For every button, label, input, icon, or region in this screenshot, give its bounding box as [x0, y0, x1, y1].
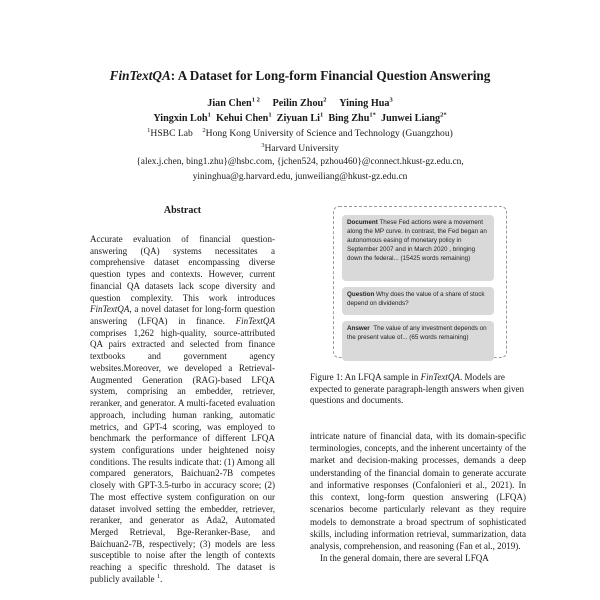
question-text: Why does the value of a share of stock depend on dividends?: [347, 291, 485, 307]
author-name: Jian Chen: [207, 98, 252, 109]
abstract-text: .: [160, 573, 163, 584]
author-affil-mark: 3: [389, 96, 393, 104]
affiliation-hsbc: HSBC Lab: [150, 128, 193, 139]
abstract-dataset-name: FinTextQA: [90, 304, 130, 315]
author-affil-mark: 2: [323, 96, 327, 104]
intro-paragraph: In the general domain, there are several LFQA: [320, 553, 489, 564]
title-rest: : A Dataset for Long-form Financial Question Answering: [170, 68, 491, 83]
author-affil-mark: 2*: [440, 111, 447, 119]
affiliation-line-2: [0, 141, 600, 156]
answer-label: Answer: [347, 325, 370, 332]
affil-mark: 2: [202, 126, 206, 134]
document-label: Document: [347, 219, 378, 226]
question-panel: [342, 287, 494, 315]
author-list: [0, 96, 600, 126]
footnote-mark: 1: [156, 572, 161, 580]
introduction-body: [310, 430, 526, 564]
abstract-text: comprises 1,262 high-quality, source-attributed QA pairs extracted and selected from finance textbooks and government agency websites.Moreover, we developed a Retrieval-Augmented Generation (RAG)-based LFQA system, comprising an embedder, retriever, reranker, and generator. A multi-faceted evaluation approach, including human ranking, automatic metrics, and GPT-4 scoring, was employed to benchmark the performance of different LFQA system configurations under heightened noisy conditions. The results indicate that: (1) Among all compared generators, Baichuan2-7B competes closely with GPT-3.5-turbo in accuracy score; (2) The most effective system configuration on our dataset involved setting the embedder, retriever, reranker, and generator as Ada2, Automated Merged Retrieval, Bge-Reranker-Base, and Baichuan2-7B, respectively; (3) models are less susceptible to noise after the length of contexts reaching a specific threshold. The dataset is publicly available: [90, 327, 275, 584]
answer-text: The value of any investment depends on the present value of... (65 words remaining): [347, 325, 487, 341]
intro-paragraph: intricate nature of financial data, with its domain-specific terminologies, concepts, and the inherent uncertainty of the market and decision-making processes, demands a deep understanding of the financial domain to generate accurate and informative responses (Confalonieri et al., 2021). In this context, long-form question answering (LFQA) scenarios become particularly relevant as they require models to demonstrate a broad spectrum of sophisticated skills, including information retrieval, summarization, data analysis, comprehension, and reasoning (Fan et al., 2019).: [310, 431, 526, 551]
title-dataset-name: FinTextQA: [109, 68, 171, 83]
author-name: Yingxin Loh: [153, 113, 208, 124]
author-emails: [0, 155, 600, 185]
email-line-2: yininghua@g.harvard.edu, junweiliang@hkust-gz.edu.cn: [192, 172, 408, 182]
figure-1-box: [333, 206, 507, 358]
caption-text: Figure 1: An LFQA sample in: [310, 372, 421, 382]
caption-text: . Models are expected to generate paragraph-length answers when given questions and documents.: [310, 372, 525, 406]
author-name: Yining Hua: [339, 98, 390, 109]
abstract-dataset-name: FinTextQA: [235, 316, 275, 327]
author-line-1: [0, 96, 600, 111]
email-line-1: {alex.j.chen, bing1.zhu}@hsbc.com, {jchen524, pzhou460}@connect.hkust-gz.edu.cn,: [136, 157, 464, 167]
author-name: Ziyuan Li: [276, 113, 320, 124]
paper-title: [0, 68, 600, 84]
author-name: Junwei Liang: [380, 113, 441, 124]
abstract-body: [90, 234, 275, 586]
abstract-heading: Abstract: [163, 205, 202, 216]
author-affil-mark: 1: [207, 111, 211, 119]
affiliation-line-1: [0, 126, 600, 141]
affiliations: [0, 126, 600, 156]
author-affil-mark: 1: [319, 111, 324, 119]
author-name: Kehui Chen: [215, 113, 269, 124]
figure-1-caption: [310, 372, 526, 407]
abstract-text: , a novel dataset for long-form question answering (LFQA) in finance.: [90, 304, 275, 327]
author-name: Bing Zhu: [328, 113, 370, 124]
document-text: These Fed actions were a movement along the MP curve. In contrast, the Fed began an autonomous easing of monetary policy in September 2007 and in March 2020 , bringing down the federal... (15425 words remaining): [347, 219, 487, 262]
author-name: Peilin Zhou: [272, 98, 324, 109]
author-line-2: [0, 111, 600, 126]
caption-dataset-name: FinTextQA: [420, 372, 460, 382]
question-label: Question: [347, 291, 375, 298]
author-affil-mark: 1 2: [251, 96, 260, 104]
document-panel: [342, 215, 494, 281]
affil-mark: 1: [147, 126, 151, 134]
answer-panel: [342, 321, 494, 361]
affil-mark: 3: [261, 141, 265, 149]
affiliation-hkust: Hong Kong University of Science and Technology (Guangzhou): [205, 128, 453, 139]
author-affil-mark: 1*: [369, 111, 376, 119]
author-affil-mark: 1: [268, 111, 272, 119]
affiliation-harvard: Harvard University: [264, 143, 339, 154]
abstract-text: Accurate evaluation of financial question-answering (QA) systems necessitates a comprehensive dataset encompassing diverse question types and contexts. However, current financial QA datasets lack scope diversity and question complexity. This work introduces: [90, 234, 275, 303]
